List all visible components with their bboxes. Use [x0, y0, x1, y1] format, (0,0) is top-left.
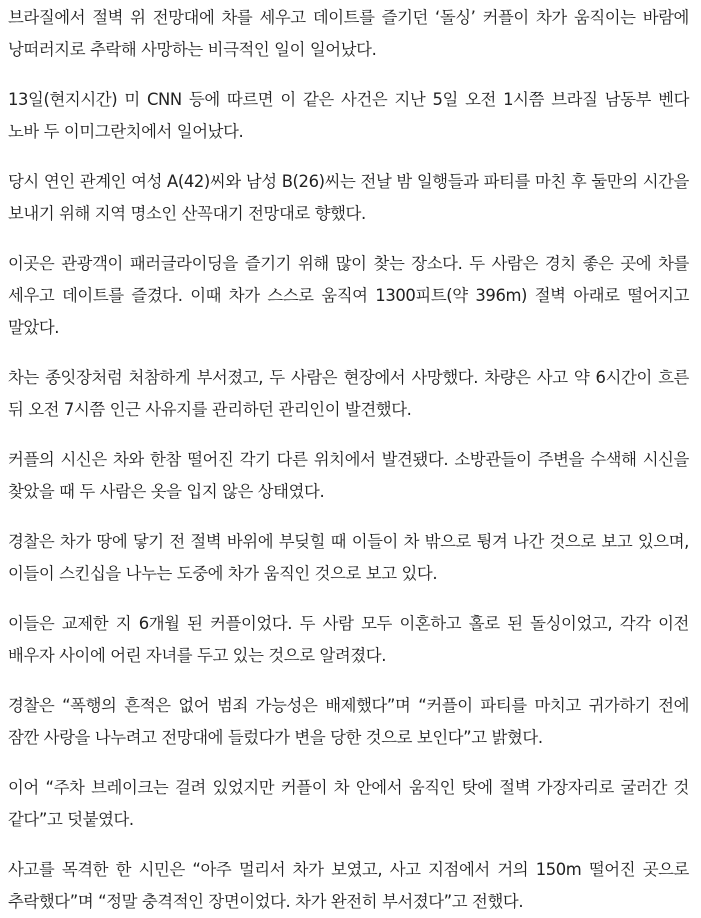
article-paragraph: 이어 “주차 브레이크는 걸려 있었지만 커플이 차 안에서 움직인 탓에 절벽 가장자리로 굴러간 것 같다”고 덧붙였다. [8, 778, 689, 829]
article-paragraph: 13일(현지시간) 미 CNN 등에 따르면 이 같은 사건은 지난 5일 오전 1시쯤 브라질 남동부 벤다 노바 두 이미그란치에서 일어났다. [8, 90, 689, 141]
article-paragraph: 이들은 교제한 지 6개월 된 커플이었다. 두 사람 모두 이혼하고 홀로 된 돌싱이었고, 각각 이전 배우자 사이에 어린 자녀를 두고 있는 것으로 알려졌다. [8, 614, 689, 665]
article-paragraph: 경찰은 “폭행의 흔적은 없어 범죄 가능성은 배제했다”며 “커플이 파티를 마치고 귀가하기 전에 잠깐 사랑을 나누려고 전망대에 들렀다가 변을 당한 것으로 보인다”고 밝혔다. [8, 696, 689, 747]
article-paragraph: 사고를 목격한 한 시민은 “아주 멀리서 차가 보였고, 사고 지점에서 거의 150m 떨어진 곳으로 추락했다”며 “정말 충격적인 장면이었다. 차가 완전히 부서졌다”고 전했다. [8, 860, 689, 911]
article-paragraph: 커플의 시신은 차와 한참 떨어진 각기 다른 위치에서 발견됐다. 소방관들이 주변을 수색해 시신을 찾았을 때 두 사람은 옷을 입지 않은 상태였다. [8, 450, 689, 501]
article-paragraph: 브라질에서 절벽 위 전망대에 차를 세우고 데이트를 즐기던 ‘돌싱’ 커플이 차가 움직이는 바람에 낭떠러지로 추락해 사망하는 비극적인 일이 일어났다. [8, 8, 689, 59]
article-paragraph: 이곳은 관광객이 패러글라이딩을 즐기기 위해 많이 찾는 장소다. 두 사람은 경치 좋은 곳에 차를 세우고 데이트를 즐겼다. 이때 차가 스스로 움직여 1300피트(약 396m) 절벽 아래로 떨어지고 말았다. [8, 254, 689, 337]
article-paragraph: 차는 종잇장처럼 처참하게 부서졌고, 두 사람은 현장에서 사망했다. 차량은 사고 약 6시간이 흐른 뒤 오전 7시쯤 인근 사유지를 관리하던 관리인이 발견했다. [8, 368, 689, 419]
article-paragraph: 당시 연인 관계인 여성 A(42)씨와 남성 B(26)씨는 전날 밤 일행들과 파티를 마친 후 둘만의 시간을 보내기 위해 지역 명소인 산꼭대기 전망대로 향했다. [8, 172, 689, 223]
article-paragraph: 경찰은 차가 땅에 닿기 전 절벽 바위에 부딪힐 때 이들이 차 밖으로 튕겨 나간 것으로 보고 있으며, 이들이 스킨십을 나누는 도중에 차가 움직인 것으로 보고 있다. [8, 532, 689, 583]
article-body [0, 2, 701, 918]
